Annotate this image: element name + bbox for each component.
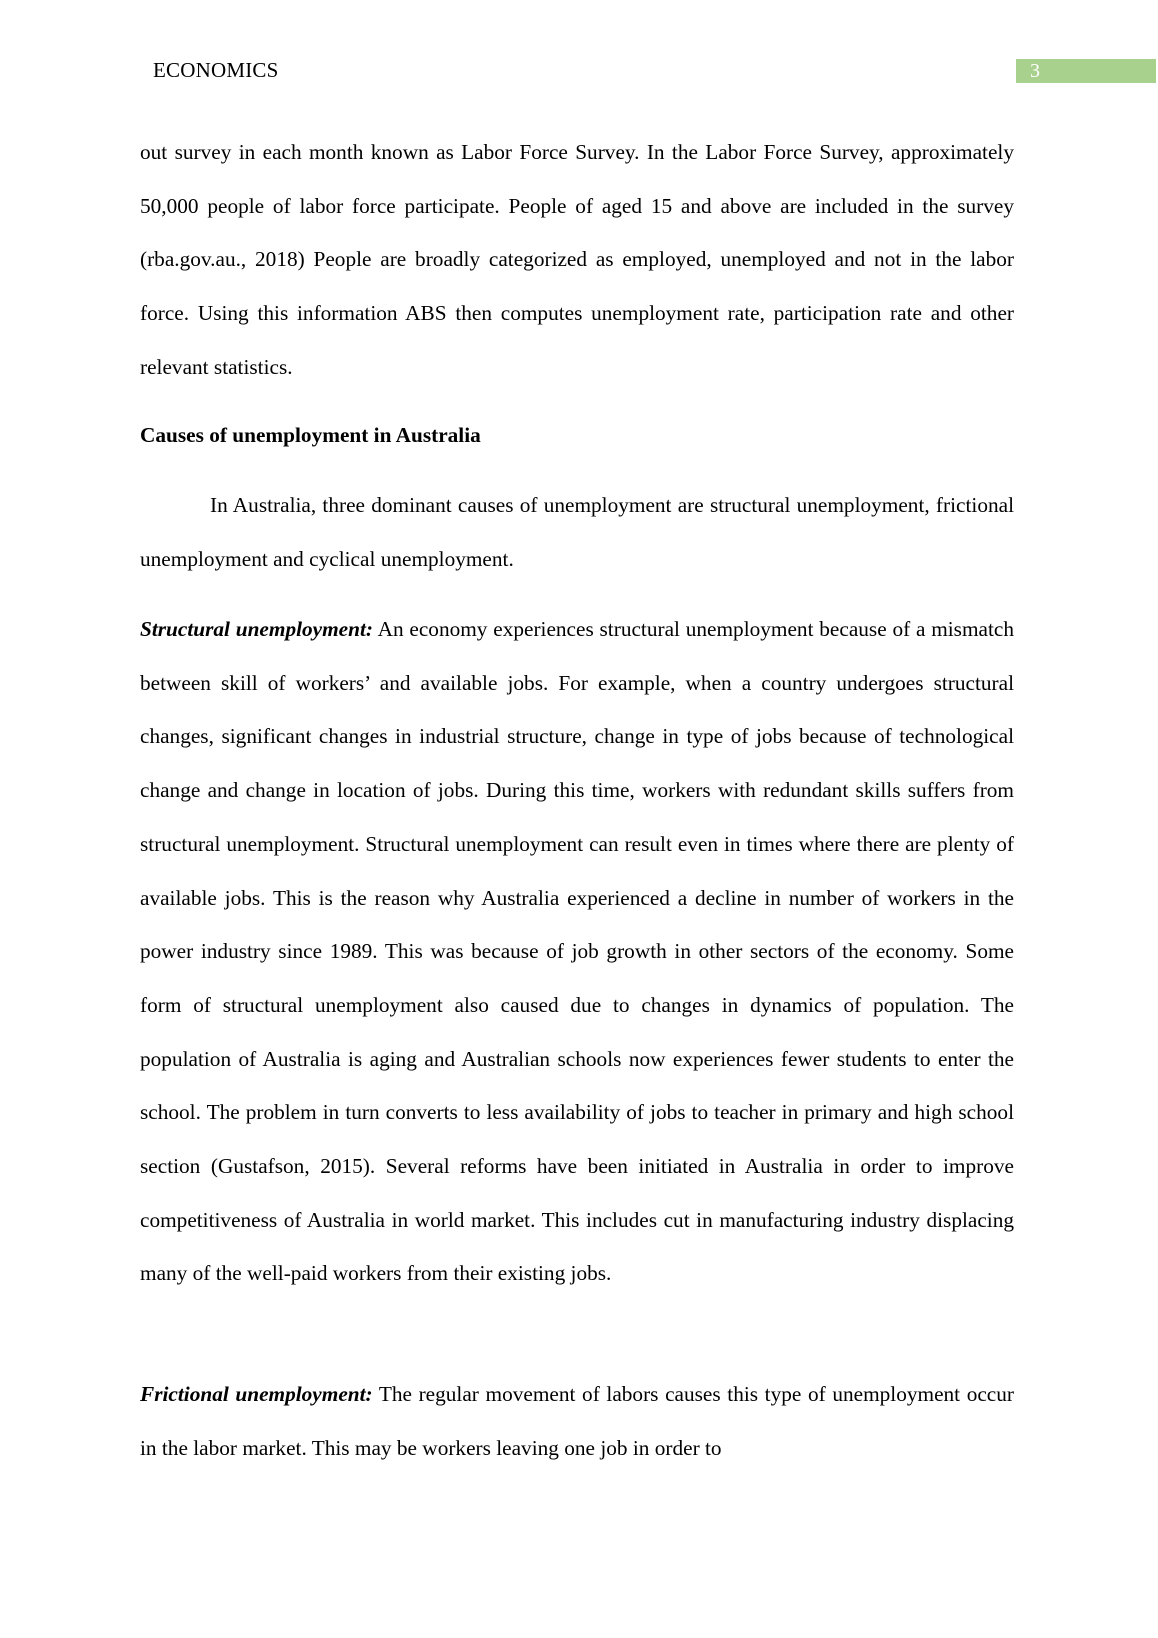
term-structural-unemployment: Structural unemployment: xyxy=(140,617,373,641)
paragraph-structural-unemployment xyxy=(140,603,1014,1301)
section-heading-causes: Causes of unemployment in Australia xyxy=(140,423,481,447)
paragraph-labor-force-survey: out survey in each month known as Labor Force Survey. In the Labor Force Survey, approximately 50,000 people of labor force participate. People of aged 15 and above are included in the survey (rba.gov.au., 2018) People are broadly categorized as employed, unemployed and not in the labor force. Using this information ABS then computes unemployment rate, participation rate and other relevant statistics. xyxy=(140,140,1014,379)
structural-unemployment-text: An economy experiences structural unemployment because of a mismatch between skill of workers’ and available jobs. For example, when a country undergoes structural changes, significant changes in industrial structure, change in type of jobs because of technological change and change in location of jobs. During this time, workers with redundant skills suffers from structural unemployment. Structural unemployment can result even in times where there are plenty of available jobs. This is the reason why Australia experienced a decline in number of workers in the power industry since 1989. This was because of job growth in other sectors of the economy. Some form of structural unemployment also caused due to changes in dynamics of population. The population of Australia is aging and Australian schools now experiences fewer students to enter the school. The problem in turn converts to less availability of jobs to teacher in primary and high school section (Gustafson, 2015). Several reforms have been initiated in Australia in order to improve competitiveness of Australia in world market. This includes cut in manufacturing industry displacing many of the well-paid workers from their existing jobs. xyxy=(140,617,1014,1286)
term-frictional-unemployment: Frictional unemployment: xyxy=(140,1382,373,1406)
page-number: 3 xyxy=(1030,60,1040,82)
paragraph-frictional-unemployment xyxy=(140,1368,1014,1475)
paragraph-dominant-causes: In Australia, three dominant causes of unemployment are structural unemployment, frictional unemployment and cyclical unemployment. xyxy=(140,493,1014,571)
running-header-title: ECONOMICS xyxy=(153,58,279,82)
page-number-badge xyxy=(1016,59,1156,83)
frictional-unemployment-text: The regular movement of labors causes this type of unemployment occur in the labor market. This may be workers leaving one job in order to xyxy=(140,1382,1014,1460)
